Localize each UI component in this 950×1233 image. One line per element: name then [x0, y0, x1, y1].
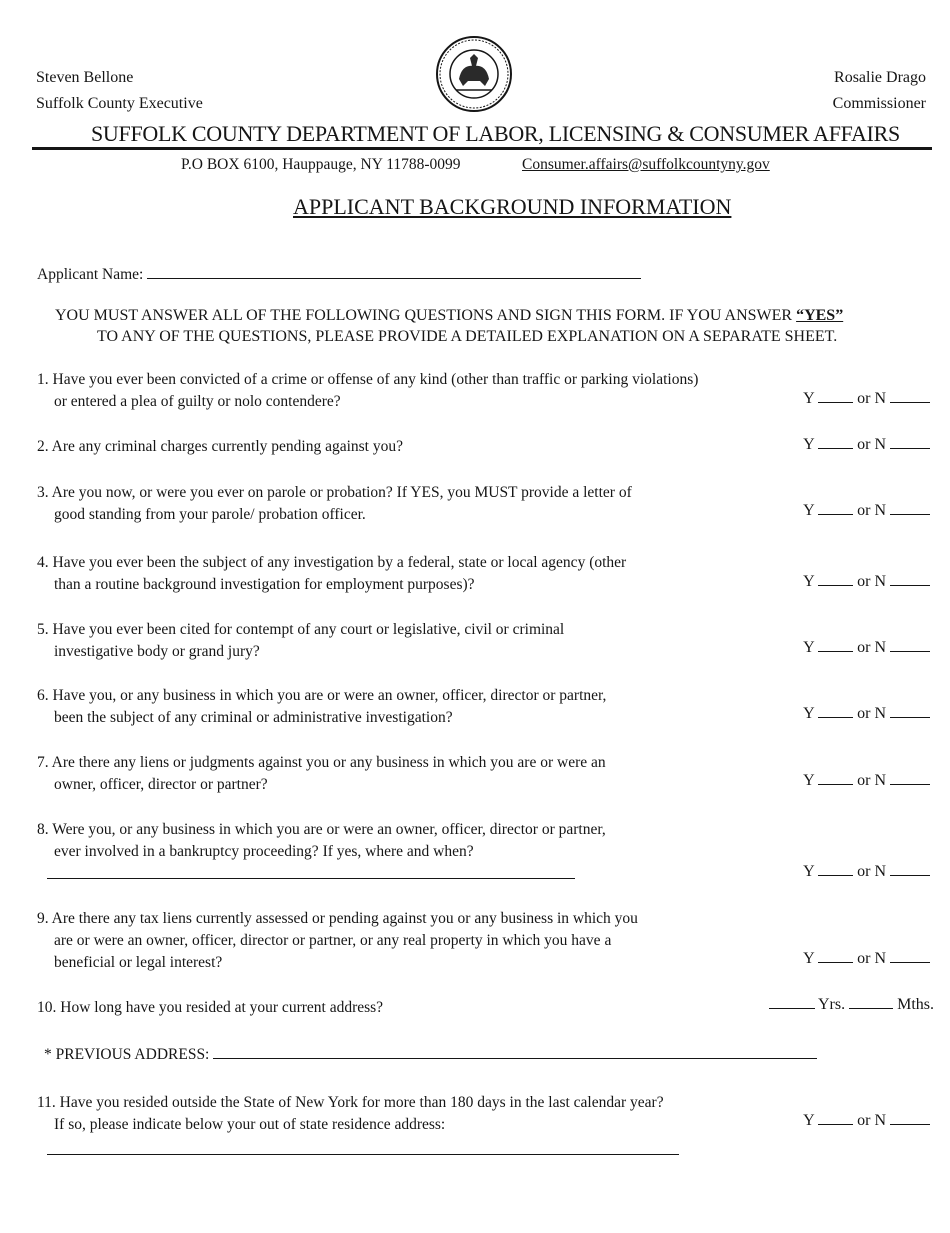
- county-executive-name: Steven Bellone: [36, 69, 134, 86]
- question-11: 11. Have you resided outside the State of New York for more than 180 days in the last calendar year? If so, please indicate below your out of state residence address:: [37, 1094, 664, 1133]
- answer-n-field[interactable]: [890, 651, 930, 652]
- question-6: 6. Have you, or any business in which you are or were an owner, officer, director or partner, been the subject of any criminal or administrative investigation?: [37, 687, 607, 726]
- question-10: 10. How long have you resided at your current address?: [37, 999, 384, 1016]
- answer-y-field[interactable]: [818, 717, 853, 718]
- answer-yn-2: Y or N: [803, 436, 930, 454]
- answer-yn-4: Y or N: [803, 573, 930, 591]
- question-7: 7. Are there any liens or judgments against you or any business in which you are or were an owner, officer, director or partner?: [37, 754, 606, 793]
- question-3: 3. Are you now, or were you ever on parole or probation? If YES, you MUST provide a letter of good standing from your parole/ probation officer.: [37, 484, 632, 523]
- county-executive-title: Suffolk County Executive: [36, 95, 203, 112]
- header-divider: [32, 147, 932, 150]
- instructions-line-1: YOU MUST ANSWER ALL OF THE FOLLOWING QUESTIONS AND SIGN THIS FORM. IF YOU ANSWER “YES”: [55, 307, 844, 324]
- answer-n-field[interactable]: [890, 585, 930, 586]
- answer-n-field[interactable]: [890, 784, 930, 785]
- answer-y-field[interactable]: [818, 448, 853, 449]
- previous-address-label: * PREVIOUS ADDRESS:: [44, 1046, 210, 1063]
- answer-yn-3: Y or N: [803, 502, 930, 520]
- commissioner-title: Commissioner: [832, 95, 926, 112]
- applicant-name-field[interactable]: [147, 278, 641, 279]
- answer-y-field[interactable]: [818, 784, 853, 785]
- answer-n-field[interactable]: [890, 717, 930, 718]
- answer-y-field[interactable]: [818, 402, 853, 403]
- instructions-line-2: TO ANY OF THE QUESTIONS, PLEASE PROVIDE A DETAILED EXPLANATION ON A SEPARATE SHEET.: [97, 328, 838, 345]
- question-4: 4. Have you ever been the subject of any investigation by a federal, state or local agency (other than a routine background investigation for employment purposes)?: [37, 554, 627, 593]
- answer-n-field[interactable]: [890, 1124, 930, 1125]
- question-1: 1. Have you ever been convicted of a crime or offense of any kind (other than traffic or parking violations) or entered a plea of guilty or nolo contendere?: [37, 371, 699, 410]
- bankruptcy-details-field[interactable]: [47, 878, 575, 879]
- answer-n-field[interactable]: [890, 448, 930, 449]
- question-2: 2. Are any criminal charges currently pending against you?: [37, 438, 403, 455]
- previous-address-field[interactable]: [213, 1058, 817, 1059]
- answer-n-field[interactable]: [890, 962, 930, 963]
- answer-yn-9: Y or N: [803, 950, 930, 968]
- department-title: SUFFOLK COUNTY DEPARTMENT OF LABOR, LICENSING & CONSUMER AFFAIRS: [91, 121, 900, 146]
- answer-yn-5: Y or N: [803, 639, 930, 657]
- months-label: Mths.: [897, 996, 934, 1013]
- answer-n-field[interactable]: [890, 514, 930, 515]
- answer-yn-11: Y or N: [803, 1112, 930, 1130]
- department-email[interactable]: Consumer.affairs@suffolkcountyny.gov: [522, 156, 770, 173]
- months-field[interactable]: [849, 1008, 893, 1009]
- answer-y-field[interactable]: [818, 651, 853, 652]
- residence-duration: [769, 996, 934, 1014]
- answer-y-field[interactable]: [818, 875, 853, 876]
- answer-y-field[interactable]: [818, 585, 853, 586]
- answer-yn-8: Y or N: [803, 863, 930, 881]
- answer-yn-7: Y or N: [803, 772, 930, 790]
- years-field[interactable]: [769, 1008, 815, 1009]
- answer-yn-1: Y or N: [803, 390, 930, 408]
- instructions-yes: “YES”: [796, 307, 844, 324]
- years-label: Yrs.: [817, 996, 846, 1013]
- county-seal-logo: [434, 34, 514, 114]
- applicant-name-label: Applicant Name:: [37, 266, 144, 283]
- answer-y-field[interactable]: [818, 514, 853, 515]
- question-8: 8. Were you, or any business in which you are or were an owner, officer, director or partner, ever involved in a bankruptcy proceeding? If yes, where and when?: [37, 821, 606, 860]
- previous-address-row: [44, 1046, 817, 1064]
- answer-y-field[interactable]: [818, 1124, 853, 1125]
- county-executive-block: [36, 65, 203, 117]
- answer-yn-6: Y or N: [803, 705, 930, 723]
- commissioner-block: [833, 65, 926, 117]
- department-address: P.O BOX 6100, Hauppauge, NY 11788-0099: [181, 156, 461, 173]
- applicant-name-row: [37, 266, 641, 284]
- commissioner-name: Rosalie Drago: [834, 69, 926, 86]
- question-9: 9. Are there any tax liens currently assessed or pending against you or any business in which you are or were an owner, officer, director or partner, or any real property in which you have a beneficial or legal interest?: [37, 910, 638, 971]
- answer-n-field[interactable]: [890, 875, 930, 876]
- answer-n-field[interactable]: [890, 402, 930, 403]
- form-title: APPLICANT BACKGROUND INFORMATION: [293, 194, 732, 219]
- question-5: 5. Have you ever been cited for contempt of any court or legislative, civil or criminal investigative body or grand jury?: [37, 621, 565, 660]
- out-of-state-address-field[interactable]: [47, 1154, 679, 1155]
- answer-y-field[interactable]: [818, 962, 853, 963]
